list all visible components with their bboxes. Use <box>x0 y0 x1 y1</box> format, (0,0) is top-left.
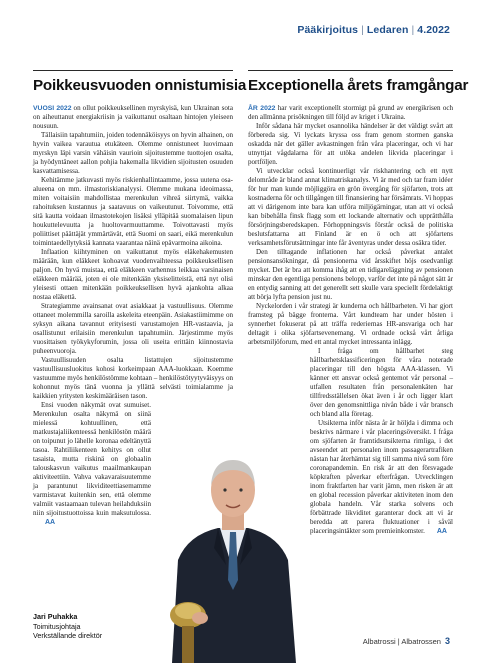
finnish-paragraph: Ensi vuoden näkymät ovat sumuiset. Merenkulun osalta näkymä on siinä mielessä kohtuullinen, että matkustajaliikenteessä henkilöstön määrä on toipunut jo lähelle koronaa edeltänyttä tasoa. Rahtiliikenteen kehitys on ollut tasaista, mutta riskinä on globaalin talouskasvun vaikutus maailmankaupan aktiviteettiin. Vahva vakavaraisuutemme ja parantunut likviditeettiasemamme varmistavat kuitenkin sen, että olemme valmiit vastaamaan tulevan heilahduksiin niin sijoitustuottoissa kuin maksutulossa.AA <box>33 401 151 526</box>
swedish-title: Exceptionella årets framgångar <box>248 77 469 94</box>
finnish-paragraph: Tällaisiin tapahtumiin, joiden todennäköisyys on hyvin alhainen, on hyvin vaikea varautua etukäteen. Olemme onnistuneet luovimaan myrskyn läpi varsin vähäisin vaurioin sijoitustemme tuottojen osalta, ja hyödyntäneet aallon pohjia hakemalla likvidien sijoitusten osuuden kasvattamisessa. <box>33 131 233 175</box>
magazine-name-sv: Albatrossen <box>401 637 441 646</box>
swedish-paragraph: ÅR 2022 har varit exceptionellt stormigt på grund av energikrisen och den allmänna prisökningen till följd av kriget i Ukraina. <box>248 104 453 121</box>
issue-date: 4.2022 <box>417 24 450 36</box>
finnish-paragraph: Kehitämme jatkuvasti myös riskienhallintaamme, jossa uutena osa-alueena on mm. ilmastoriskianalyysi. Olemme mukana ideoimassa, miten voitaisiin mahdollistaa merenkulun vihreä siirtymä, vaikka rahoituksen kustannus ja saatavuus on vaikeutunut. Toivomme, että sitä kautta voidaan ilmastotekojen lisäksi ylläpitää suomalaisen lipun houkuttelevuutta ja huoltovarmuuttamme. Toivottavasti myös poliittiset päättäjät ymmärtävät, että Suomi on saari, eikä merenkulun toimintaedellytyksiä kannata vaarantaa näinä epävarmoina aikoina. <box>33 176 233 247</box>
swedish-paragraph: Inför sådana här mycket osannolika händelser är det väldigt svårt att förbereda sig. Vi lyckats kryssa oss fram genom stormen ganska oskadda när det gäller avkastningen från våra placeringar, och vi har utnyttjat vågdalarna för att utöka andelen likvida placeringar i portföljen. <box>248 122 453 166</box>
finnish-paragraph: Strategiamme avainsanat ovat asiakkaat ja vastuullisuus. Olemme ottaneet molemmilla saroilla askeleita eteenpäin. Asiakastiimimme on syksyn aikana tavannut erityisesti varustamojen HR-vastaavia, ja osallistunut erilaisiin merenkulun tapahtumiin. Järjestimme myös vuosittaisen työkykyforumin, jossa oli useita erittäin kiinnostavia puheenvuoroja. <box>33 302 233 355</box>
signature <box>33 612 102 641</box>
swedish-paragraph: Utsikterna inför nästa år är höljda i dimma och beskrivs närmare i vår placeringsöversikt. I fråga om sjöfarten är framtidsutsikterna rimliga, i det avseendet att personalen inom passagerartrafiken nästan har återhämtat sig till samma nivå som före coronapandemin. En risk är att den försvagade köpkraften påverkar efterfrågan. Utvecklingen inom fraktfarten har varit jämn, men risken är att en global recession påverkar aktiviteten inom den globala handeln. Vår starka solvens och förbättrade likviditet garanterar dock att vi är beredda att parera fluktuationer i såväl placeringsintäkter som premieinkomster. AA <box>310 419 453 535</box>
finnish-paragraph: Vastuullisuuden osalta listattujen sijoitustemme vastuullisuusluokitus kohosi korkeimpaan AAA-luokkaan. Koemme vastuumme myös henkilöstömme kohtaan – henkilöstötyytyväisyys on kohonnut myös tänä vuonna ja yllättä selvästi toimialamme ja kaikkien yritysten keskimääräisen tason. <box>33 356 233 400</box>
end-mark-icon: AA <box>45 519 56 526</box>
section-label: Pääkirjoitus <box>297 24 359 36</box>
signature-name: Jari Puhakka <box>33 612 78 621</box>
page-number: 3 <box>444 636 450 646</box>
page-footer: Albatrossi | Albatrossen 3 <box>362 636 450 646</box>
signature-title-fi: Toimitusjohtaja <box>33 621 81 631</box>
swedish-paragraph: I fråga om hållbarhet steg hållbarhetsklassificeringen för våra noterade placeringar till den högsta AAA-klassen. Vi känner ett ansvar också gentemot vår personal – utfallen resultaten från personalenkäten har tillfredsställelsen ökat även i år och ligger klart över den genomsnittliga nivån både i vår bransch och bland alla företag. <box>310 347 453 418</box>
magazine-name: Albatrossi <box>362 637 396 646</box>
finnish-paragraph: VUOSI 2022 on ollut poikkeuksellinen myrskyisä, kun Ukrainan sota on aiheuttanut energiakriisin ja vaikuttanut osaltaan hintojen yleiseen nousuun. <box>33 104 233 130</box>
swedish-lead: ÅR 2022 <box>248 105 276 112</box>
swedish-paragraph: Vi utvecklar också kontinuerligt vår riskhantering och ett nytt delområde är bland annat klimatriskanalys. Vi är med och tar fram idéer för hur man kunde möjliggöra en grön övergång för sjöfarten, trots att kostnaderna för och tillgången till finansiering har försämrats. Vi hoppas att vi därigenom inte bara kan utföra miljögärningar, utan att vi också kan bibehålla finsk flagg som ett lockande alternativ och upprätthålla försörjningsberedskapen. Förhoppningsvis förstår också de politiska beslutsfattarna att Finland är en ö och att sjöfartens verksamhetsförutsättningar inte får äventyras under dessa osäkra tider. <box>248 167 453 247</box>
finnish-lead: VUOSI 2022 <box>33 105 72 112</box>
section-label-sv: Ledaren <box>366 24 409 36</box>
finnish-title: Poikkeusvuoden onnistumisia <box>33 77 247 94</box>
ceo-portrait <box>158 440 308 663</box>
signature-title-sv: Verkställande direktör <box>33 631 103 640</box>
page-header: Pääkirjoitus | Ledaren | 4.2022 <box>297 24 450 36</box>
finnish-paragraph: Inflaation kiihtyminen on vaikuttanut myös eläkehakemusten määrään, kun eläkkeet kohoavat vuodenvaihteessa poikkeuksellisen paljon. On hyvä muistaa, että eläkkeen varhennus leikkaa varsinaisen eläkkeen määrää, joten ei ole mitenkään yksiselitteistä, että nyt olisi yleisesti ottaen mitenkään poikkeuksellisen hyvä ajankohta alkaa nostaa eläkettä. <box>33 248 233 301</box>
swedish-paragraph: Den tilltagande inflationen har också påverkat antalet pensionsansökningar, då pensionerna vid årsskiftet höjs osedvanligt mycket. Det är bra att komma ihåg att en tidigareläggning av pensionen minskar den egentliga pensionens belopp, varför det inte på något sätt är en entydig sanning att det generellt sett skulle vara speciellt fördelaktigt att börja lyfta pension just nu. <box>248 248 453 301</box>
end-mark-icon: AA <box>436 528 447 535</box>
swedish-paragraph: Nyckelorden i vår strategi är kunderna och hållbarheten. Vi har gjort framsteg på bägge fronterna. Vårt kundteam har under hösten i synnerhet fokuserat på att träffa rederiernas HR-ansvariga och har deltagit i olika sjöfartsevenemang. Vi ordnade också vårt årliga arbetsmiljöforum, med ett antal mycket intressanta inlägg. <box>248 302 453 346</box>
